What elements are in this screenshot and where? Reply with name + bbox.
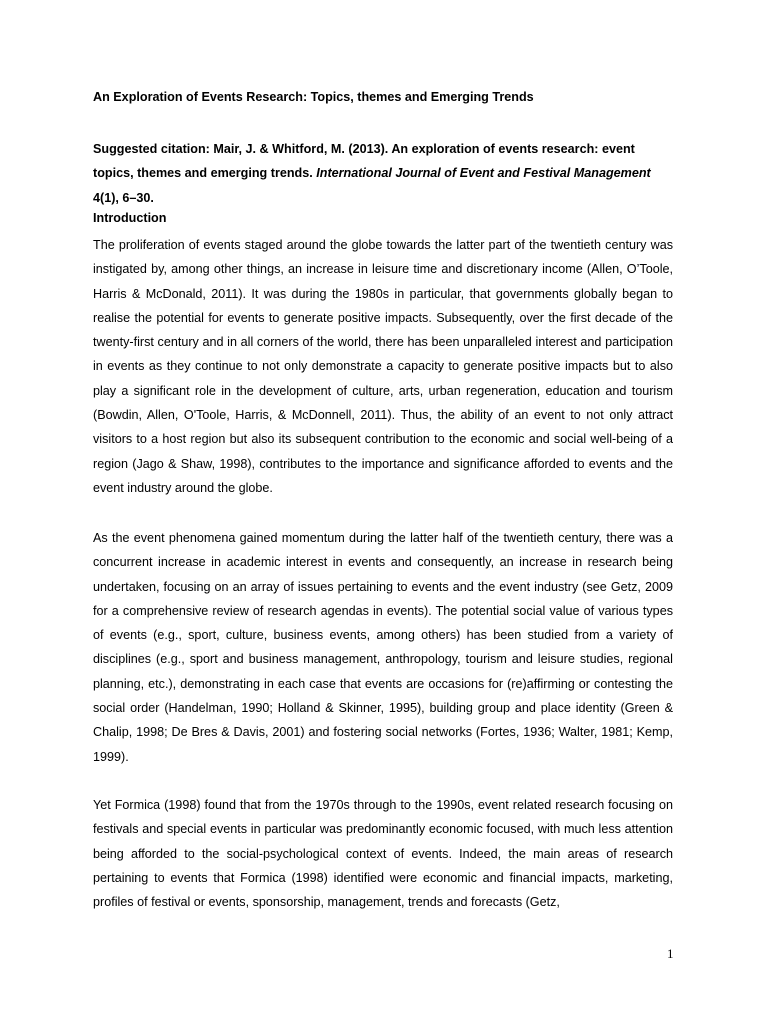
suggested-citation (93, 137, 673, 210)
paragraph-3: Yet Formica (1998) found that from the 1970s through to the 1990s, event related research focusing on festivals and special events in particular was predominantly economic focused, with much less attention being afforded to the social-psychological context of events. Indeed, the main areas of research pertaining to events that Formica (1998) identified were economic and financial impacts, marketing, profiles of festival or events, sponsorship, management, trends and forecasts (Getz, (93, 798, 673, 910)
citation-volume-pages: 4(1), 6–30. (93, 190, 154, 205)
paragraph-1: The proliferation of events staged around the globe towards the latter part of the twentieth century was instigated by, among other things, an increase in leisure time and discretionary income (Allen, O’Toole, Harris & McDonald, 2011). It was during the 1980s in particular, that governments globally began to realise the potential for events to generate positive impacts. Subsequently, over the first decade of the twenty-first century and in all corners of the world, there has been unparalleled interest and participation in events as they continue to not only demonstrate a capacity to generate positive impacts but to also play a significant role in the development of culture, arts, urban regeneration, education and tourism (Bowdin, Allen, O'Toole, Harris, & McDonnell, 2011). Thus, the ability of an event to not only attract visitors to a host region but also its subsequent contribution to the economic and social well-being of a region (Jago & Shaw, 1998), contributes to the importance and significance afforded to events and the event industry around the globe. (93, 238, 673, 495)
citation-journal: International Journal of Event and Festival Management (316, 166, 651, 181)
citation-lead: Suggested citation: Mair, J. & Whitford, M. (2013). An exploration of events research: event topics, themes and emerging trends. (93, 142, 635, 181)
document-title: An Exploration of Events Research: Topics, themes and Emerging Trends (93, 90, 534, 104)
page-number: 1 (667, 946, 674, 961)
paragraph-2: As the event phenomena gained momentum during the latter half of the twentieth century, there was a concurrent increase in academic interest in events and consequently, an increase in research being undertaken, focusing on an array of issues pertaining to events and the event industry (see Getz, 2009 for a comprehensive review of research agendas in events). The potential social value of various types of events (e.g., sport, culture, business events, among others) has been studied from a variety of disciplines (e.g., sport and business management, anthropology, tourism and leisure studies, regional planning, etc.), demonstrating in each case that events are occasions for (re)affirming or contesting the social order (Handelman, 1990; Holland & Skinner, 1995), building group and place identity (Green & Chalip, 1998; De Bres & Davis, 2001) and fostering social networks (Fortes, 1936; Walter, 1981; Kemp, 1999). (93, 531, 673, 764)
section-heading-introduction: Introduction (93, 211, 167, 225)
